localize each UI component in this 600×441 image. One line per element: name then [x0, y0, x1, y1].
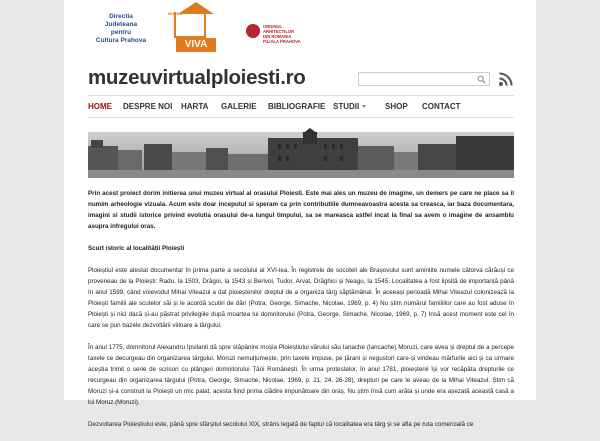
nav-contact[interactable]: CONTACT	[422, 102, 461, 111]
main-content	[88, 188, 514, 441]
logo-ordinul-arhitectilor[interactable]: ORDINUL ARHITECTILOR DIN ROMANIA FILIALA PRAHOVA	[246, 23, 310, 41]
nav-shop[interactable]: SHOP	[385, 102, 408, 111]
page	[64, 0, 536, 428]
logo-directia-judeteana[interactable]: Directia Judeteana pentru Cultura Prahova	[95, 13, 147, 44]
nav-home[interactable]: HOME	[88, 102, 112, 111]
banner-panorama-image	[88, 132, 514, 178]
search-input[interactable]	[359, 73, 473, 85]
history-paragraph: În anul 1775, domnitorul Alexandru Ipsilanti dă spre stăpânire moșia Ploieștiului vărului său Ianache (Iancache) Moruzi, care avea și dreptul de a percepe taxele ce decurgeau din organizarea târgului. Moruzi nemulțumește, prin taxele impuse, pe țărani și negustori care-și vindeau mărfurile aici și ca urmare aceștia trimit o serie de scrisori cu plângeri domnitorului Țării Românești. În urma protestelor, în anul 1781, ploieștenii își vor recăpăta drepturile ce recurgeau din organizarea târgului (Potra, George, Simache, Nicolae, 1969, p. 21, 24, 26-28), drepturi pe care le aveau de la Mihai Viteazul. Știm că Moruzi și-a construit la Ploiești un mic palat, acesta fiind prima clădire impunătoare din oraș. Nu știm însă cum arăta și unde era așezată această casă a lui Moruz.(Moruzi).	[88, 344, 514, 406]
rss-icon[interactable]	[498, 71, 514, 87]
search-box	[358, 72, 490, 86]
nav-harta[interactable]: HARTA	[181, 102, 209, 111]
history-paragraph: Dezvoltarea Ploieștiului este, până spre sfârșitul secolului XIX, strâns legată de faptul că localitatea era târg și se afla pe ruta comercială ce	[88, 421, 474, 428]
history-paragraph: Ploieștiul este atestat documentar în prima parte a secolului al XVI-lea. În registrele de socoteli ale Brașovului sunt amintite numele câtorva cărăuși ce proveneau de la Ploiești: Radu, la 1503, Drăgoi, la 1543 și Berivoi, Tudor, Arvat, Drăghici și Neagu, la 1545. Localitatea a fost lipsită de importanță până în anul 1599, când voievodul Mihai Viteazul a dat ploieștenilor dreptul de a organiza târg săptămânal. În aceeași perioadă Mihai Viteazul colonizează la Ploiești familii ale scutelor săi și le acordă scutiri de dări (Potra, George, Simache, Nicolae, 1969, p. 4) Nu știm numărul familiilor care au fost aduse în Ploiești și nici dacă și-au păstrat privilegiile după moartea lui domnitorului (Potra, George, Simache, Nicolae, 1969, p. 7) Insă acest moment este cel în care se pun bazele dezvoltării viitoare a târgului.	[88, 267, 514, 329]
nav-galerie[interactable]: GALERIE	[221, 102, 257, 111]
logo-viva-text: VIVA	[176, 38, 216, 52]
intro-paragraph: Prin acest proiect dorim initierea unui muzeu virtual al orasului Ploiesti. Este mai ales un muzeu de imagine, un demers pe care ne place sa il numim arheologie vizuala. Acum este doar inceputul si speram ca prin contributiile dumneavoastra acesta sa creasca, iar baza documentara, imagini si studii istorice privind evolutia orasului de-a lungul timpului, sa se mareasca astfel incat la final sa avem o imagine de ansamblu asupra infregului oras.	[88, 190, 514, 230]
header-logos	[64, 0, 536, 58]
oar-emblem-icon	[246, 24, 260, 38]
logo-muzeu-viva[interactable]	[168, 10, 216, 54]
nav-despre-noi[interactable]: DESPRE NOI	[123, 102, 173, 111]
section-heading: Scurt istoric al localității Ploiești	[88, 245, 185, 252]
site-title[interactable]: muzeuvirtualploiesti.ro	[88, 66, 306, 89]
logo-muzeu-vertical-text: MUZEU	[168, 11, 183, 16]
search-icon[interactable]	[477, 75, 486, 84]
nav-bibliografie[interactable]: BIBLIOGRAFIE	[268, 102, 326, 111]
nav-studii[interactable]: STUDII	[333, 102, 366, 111]
chevron-down-icon	[362, 105, 366, 108]
main-nav	[88, 95, 514, 118]
